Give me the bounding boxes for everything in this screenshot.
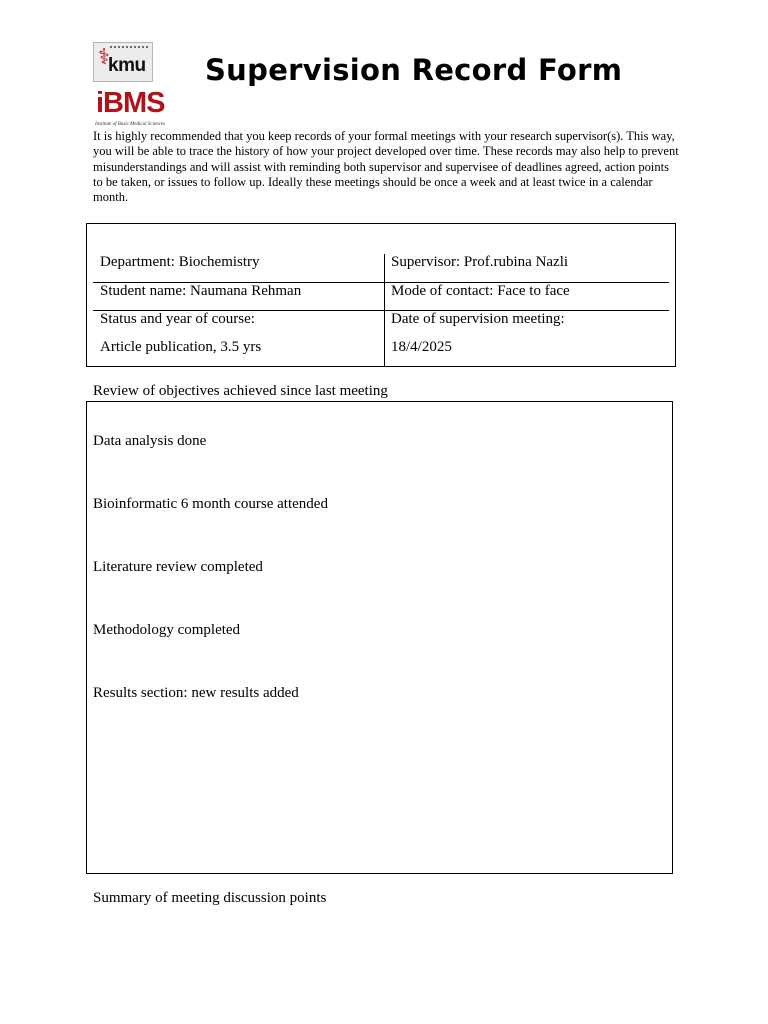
ibms-logo-subtitle: Institute of Basic Medical Sciences — [95, 122, 165, 127]
list-item: Methodology completed — [93, 622, 241, 638]
kmu-logo: ⚕ kmu — [93, 42, 153, 82]
summary-heading: Summary of meeting discussion points — [93, 890, 327, 906]
list-item: Data analysis done — [93, 433, 207, 449]
mode-of-contact-field: Mode of contact: Face to face — [391, 283, 570, 299]
kmu-logo-text: kmu — [108, 55, 146, 76]
meeting-date-label: Date of supervision meeting: — [391, 311, 565, 327]
department-field: Department: Biochemistry — [100, 254, 260, 270]
meeting-date-value: 18/4/2025 — [391, 339, 452, 355]
status-value: Article publication, 3.5 yrs — [100, 339, 262, 355]
list-item: Literature review completed — [93, 559, 263, 575]
supervisor-field: Supervisor: Prof.rubina Nazli — [391, 254, 569, 270]
objectives-heading: Review of objectives achieved since last meeting — [93, 383, 388, 399]
list-item: Bioinformatic 6 month course attended — [93, 496, 328, 512]
ibms-logo — [93, 87, 165, 131]
urdu-script-mark — [110, 46, 148, 52]
student-name-field: Student name: Naumana Rehman — [100, 283, 302, 299]
page-title: Supervision Record Form — [205, 53, 623, 87]
ibms-logo-text: iBMS — [96, 87, 165, 119]
list-item: Results section: new results added — [93, 685, 299, 701]
intro-paragraph: It is highly recommended that you keep records of your formal meetings with your research supervisor(s). This way, you will be able to trace the history of how your project developed over time. These records may also help to prevent misunderstandings and will assist with reminding both supervisor and supervisee of deadlines agreed, action points to be taken, or issues to follow up. Ideally these meetings should be once a week and at least twice in a calendar month. — [93, 129, 679, 205]
status-label: Status and year of course: — [100, 311, 255, 327]
